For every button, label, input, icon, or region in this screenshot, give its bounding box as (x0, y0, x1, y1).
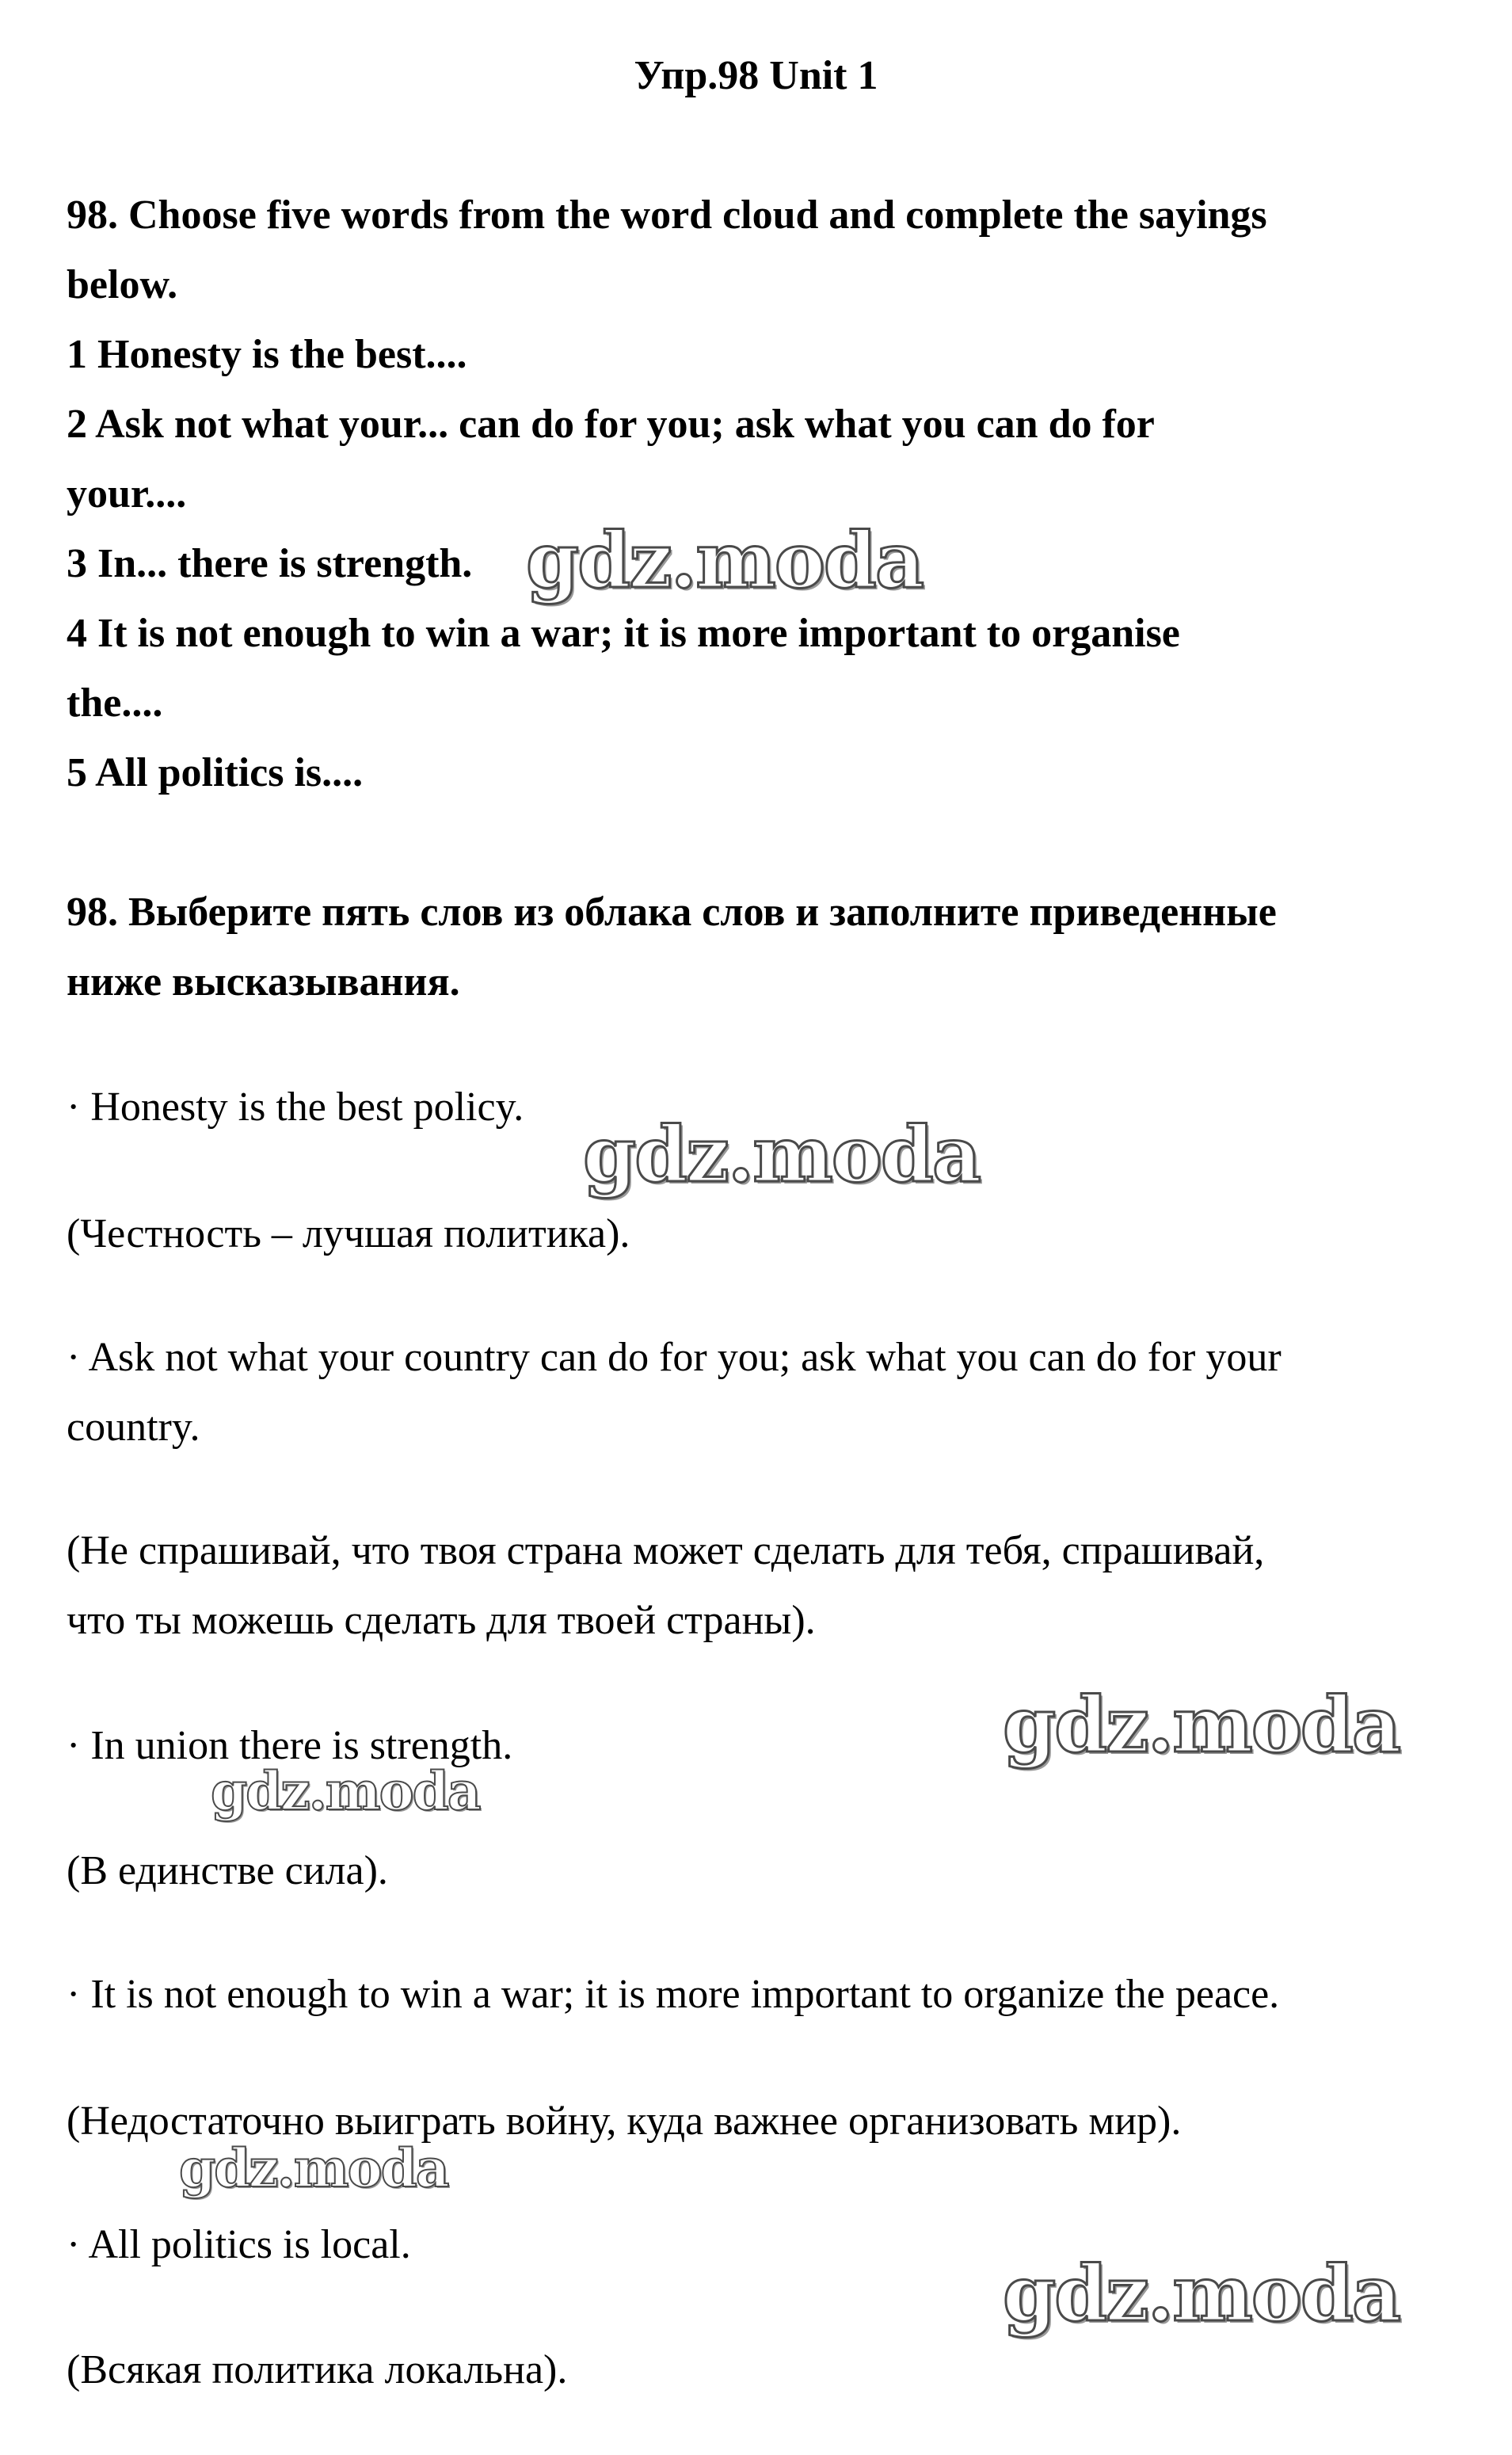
answer-3-en: · In union there is strength. (67, 1723, 513, 1768)
answer-1-ru: (Честность – лучшая политика). (67, 1211, 630, 1256)
task-item-4-line1: 4 It is not enough to win a war; it is more important to organise (67, 611, 1180, 656)
answer-5-ru: (Всякая политика локальна). (67, 2347, 568, 2392)
answer-2-en-line1: · Ask not what your country can do for you; ask what you can do for your (67, 1335, 1282, 1380)
task-item-3: 3 In... there is strength. (67, 541, 473, 586)
task-prompt-en-line2: below. (67, 262, 178, 307)
answer-4-ru: (Недостаточно выиграть войну, куда важнее организовать мир). (67, 2099, 1182, 2144)
answer-3-ru: (В единстве сила). (67, 1848, 388, 1893)
answer-2-ru-line1: (Не спрашивай, что твоя страна может сделать для тебя, спрашивай, (67, 1528, 1265, 1573)
task-item-5: 5 All politics is.... (67, 750, 364, 795)
task-prompt-ru-line2: ниже высказывания. (67, 959, 460, 1004)
watermark: gdz.moda (179, 2137, 448, 2199)
watermark: gdz.moda (583, 1110, 981, 1199)
task-prompt-ru-line1: 98. Выберите пять слов из облака слов и заполните приведенные (67, 890, 1277, 935)
watermark: gdz.moda (1003, 1680, 1400, 1770)
watermark: gdz.moda (526, 516, 924, 605)
page-title: Упр.98 Unit 1 (634, 53, 878, 98)
task-item-2-line2: your.... (67, 471, 187, 517)
answer-2-en-line2: country. (67, 1405, 200, 1450)
task-item-1: 1 Honesty is the best.... (67, 332, 467, 377)
watermark: gdz.moda (1003, 2249, 1400, 2339)
answer-2-ru-line2: что ты можешь сделать для твоей страны). (67, 1598, 816, 1643)
answer-5-en: · All politics is local. (67, 2222, 411, 2267)
watermark: gdz.moda (211, 1760, 480, 1822)
task-prompt-en-line1: 98. Choose five words from the word cloud and complete the sayings (67, 193, 1267, 238)
task-item-4-line2: the.... (67, 680, 163, 726)
answer-4-en: · It is not enough to win a war; it is more important to organize the peace. (67, 1972, 1280, 2017)
answer-1-en: · Honesty is the best policy. (67, 1085, 524, 1130)
task-item-2-line1: 2 Ask not what your... can do for you; ask what you can do for (67, 402, 1155, 447)
